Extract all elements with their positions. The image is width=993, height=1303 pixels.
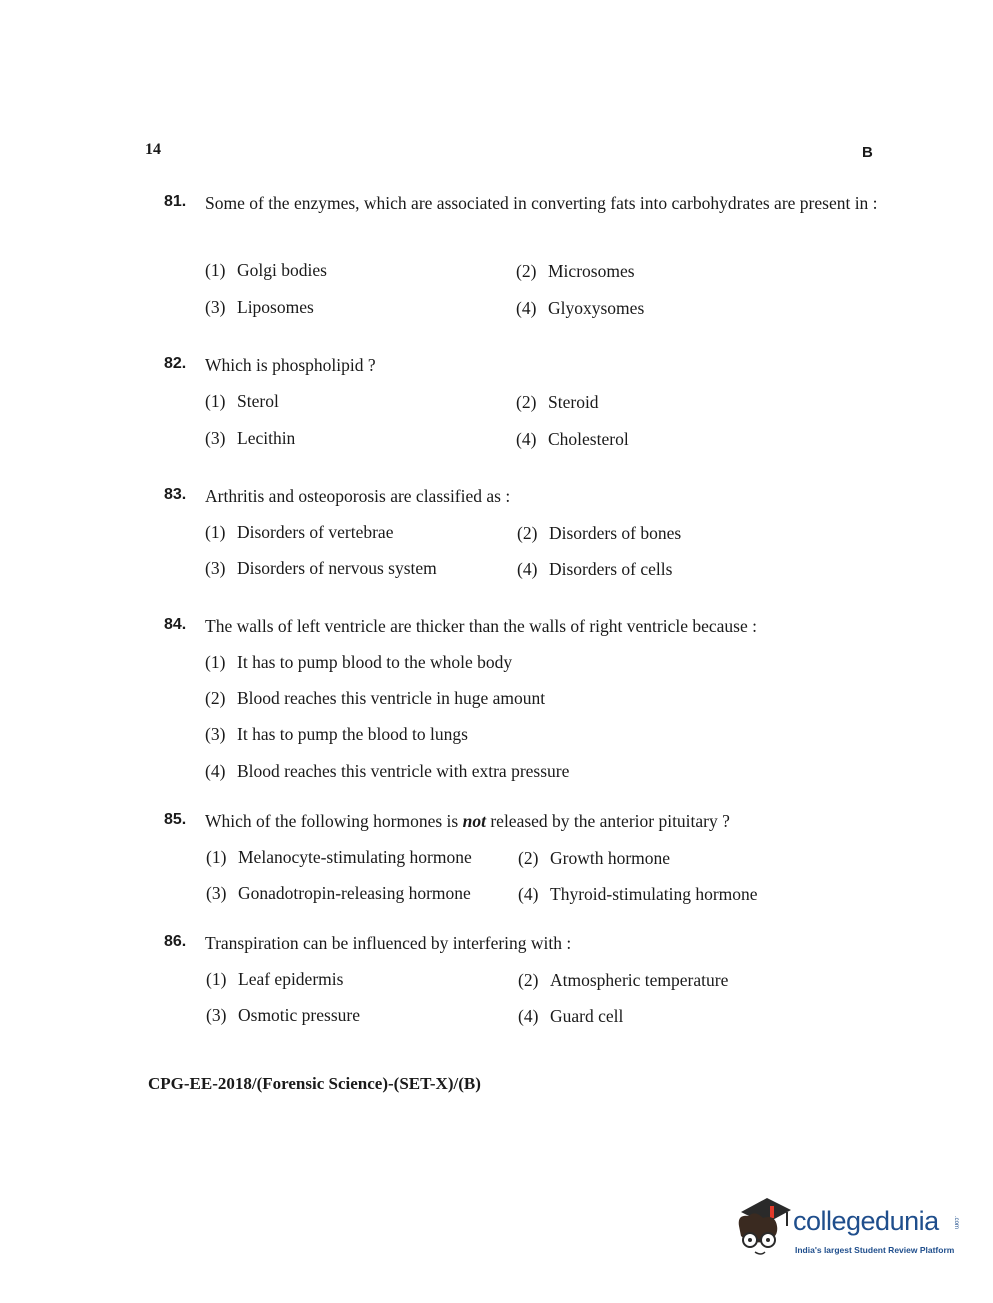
- option-3: (3) It has to pump the blood to lungs: [205, 724, 468, 744]
- option-2: (2) Atmospheric temperature: [518, 970, 729, 990]
- option-3: (3) Gonadotropin-releasing hormone: [206, 883, 471, 903]
- set-code: B: [862, 144, 873, 161]
- question-82: [164, 355, 884, 455]
- option-1: (1) Melanocyte-stimulating hormone: [206, 847, 472, 867]
- logo-wordmark: collegedunia: [793, 1206, 939, 1236]
- question-84: [164, 616, 884, 786]
- question-text: Which is phospholipid ?: [205, 355, 376, 375]
- option-4: (4) Glyoxysomes: [516, 298, 645, 318]
- logo-tagline: India's largest Student Review Platform: [795, 1245, 955, 1255]
- question-number: 81.: [164, 193, 187, 210]
- logo-domain-suffix: .com: [953, 1216, 959, 1230]
- option-4: (4) Disorders of cells: [517, 559, 673, 579]
- question-text: The walls of left ventricle are thicker than the walls of right ventricle because :: [205, 616, 757, 636]
- question-83: [164, 486, 884, 586]
- option-3: (3) Lecithin: [205, 428, 296, 448]
- option-2: (2) Growth hormone: [518, 848, 671, 868]
- option-1: (1) Golgi bodies: [205, 260, 327, 280]
- footer-code: CPG-EE-2018/(Forensic Science)-(SET-X)/(B): [148, 1074, 481, 1093]
- question-86: [164, 933, 884, 1033]
- collegedunia-logo: [735, 1196, 965, 1266]
- question-text: Which of the following hormones is not released by the anterior pituitary ?: [205, 811, 730, 831]
- question-number: 82.: [164, 355, 187, 372]
- option-4: (4) Guard cell: [518, 1006, 624, 1026]
- question-text: Transpiration can be influenced by interfering with :: [205, 933, 572, 953]
- option-4: (4) Blood reaches this ventricle with extra pressure: [205, 761, 570, 781]
- question-number: 85.: [164, 811, 187, 828]
- option-2: (2) Steroid: [516, 392, 599, 412]
- question-number: 83.: [164, 486, 187, 503]
- question-number: 86.: [164, 933, 187, 950]
- option-3: (3) Disorders of nervous system: [205, 558, 437, 578]
- option-1: (1) Leaf epidermis: [206, 969, 344, 989]
- emphasis-not: not: [462, 811, 486, 831]
- question-text: Some of the enzymes, which are associated in converting fats into carbohydrates are present in :: [205, 193, 878, 213]
- question-text: Arthritis and osteoporosis are classified as :: [205, 486, 511, 506]
- mascot-icon: [735, 1196, 793, 1258]
- option-1: (1) It has to pump blood to the whole body: [205, 652, 513, 672]
- option-1: (1) Disorders of vertebrae: [205, 522, 394, 542]
- page-number: 14: [145, 141, 161, 158]
- option-4: (4) Thyroid-stimulating hormone: [518, 884, 758, 904]
- question-85: [164, 811, 884, 911]
- option-3: (3) Osmotic pressure: [206, 1005, 360, 1025]
- option-2: (2) Disorders of bones: [517, 523, 682, 543]
- option-2: (2) Microsomes: [516, 261, 635, 281]
- option-1: (1) Sterol: [205, 391, 279, 411]
- question-number: 84.: [164, 616, 187, 633]
- option-2: (2) Blood reaches this ventricle in huge amount: [205, 688, 546, 708]
- option-3: (3) Liposomes: [205, 297, 314, 317]
- question-81: [164, 193, 884, 323]
- option-4: (4) Cholesterol: [516, 429, 629, 449]
